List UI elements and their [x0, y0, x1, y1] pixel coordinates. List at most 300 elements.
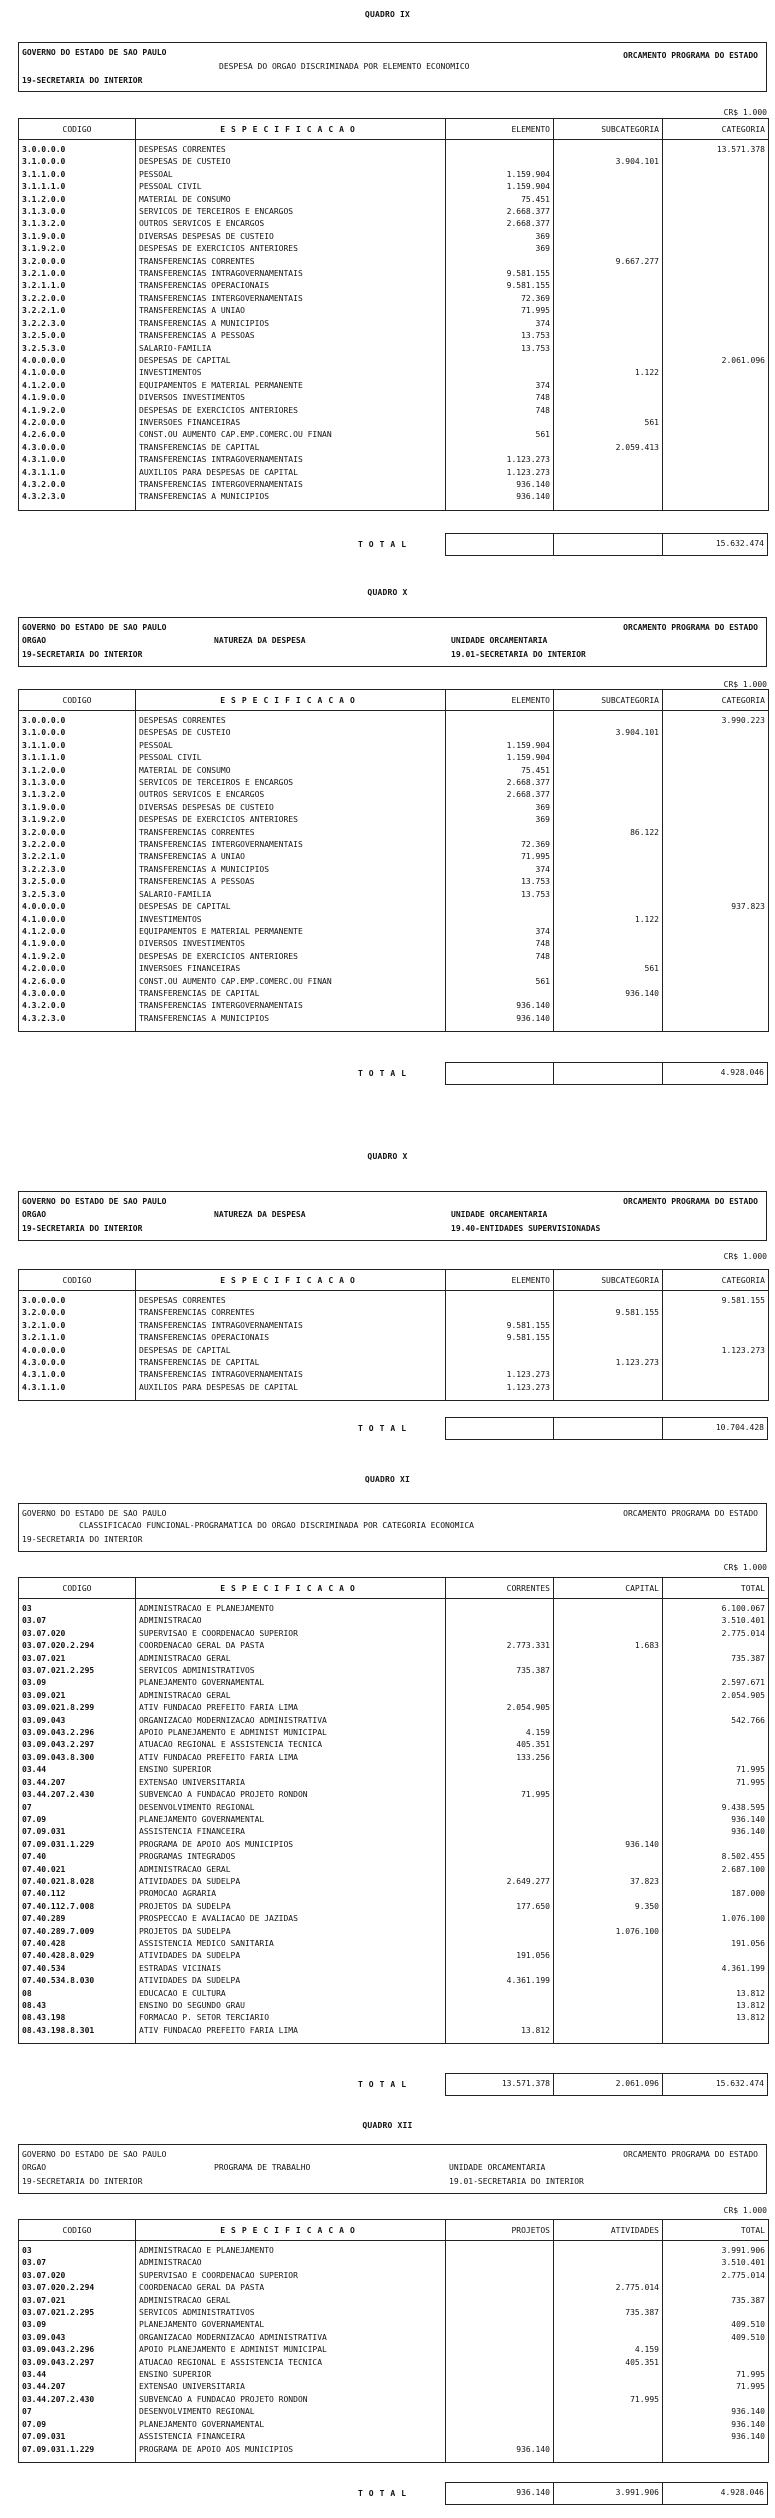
- col-header-elemento: ELEMENTO: [446, 1270, 554, 1291]
- table-row: [19, 2319, 769, 2331]
- total-box: [445, 533, 768, 556]
- cell-especificacao: DESPESAS DE EXERCICIOS ANTERIORES: [136, 243, 446, 255]
- cell-value-2: [554, 2270, 663, 2282]
- cell-value-3: 409.510: [663, 2319, 769, 2331]
- quadro-title: QUADRO XI: [364, 1475, 411, 1484]
- cell-especificacao: DESPESAS DE CAPITAL: [136, 1345, 446, 1357]
- cell-value-3: [663, 2282, 769, 2294]
- cell-value-2: [554, 1913, 663, 1925]
- cell-value-2: [554, 1938, 663, 1950]
- cell-codigo: 03.07: [19, 1615, 136, 1627]
- col-header-codigo: CODIGO: [19, 690, 136, 711]
- cell-value-3: [663, 777, 769, 789]
- cell-value-2: [554, 1013, 663, 1032]
- cell-especificacao: DESENVOLVIMENTO REGIONAL: [136, 2406, 446, 2418]
- cell-value-1: [446, 1599, 554, 1616]
- cell-value-2: [554, 2419, 663, 2431]
- total-box: [445, 2073, 768, 2096]
- cell-codigo: 4.3.2.0.0: [19, 479, 136, 491]
- cell-codigo: 3.2.5.0.0: [19, 330, 136, 342]
- cell-value-1: [446, 1715, 554, 1727]
- cell-value-2: [554, 1975, 663, 1987]
- total-label: TOTAL: [357, 2080, 413, 2089]
- table-row: [19, 1345, 769, 1357]
- table-row: [19, 1789, 769, 1801]
- cell-especificacao: TRANSFERENCIAS A MUNICIPIOS: [136, 318, 446, 330]
- budget-table: [18, 2219, 769, 2463]
- cell-value-1: [446, 367, 554, 379]
- table-row: [19, 1357, 769, 1369]
- cell-value-2: [554, 1628, 663, 1640]
- cell-value-1: 9.581.155: [446, 1320, 554, 1332]
- cell-codigo: 3.1.1.0.0: [19, 740, 136, 752]
- table-row: [19, 1839, 769, 1851]
- cell-especificacao: ATIV FUNDACAO PREFEITO FARIA LIMA: [136, 2025, 446, 2044]
- cell-value-3: [663, 1702, 769, 1714]
- cell-value-2: [554, 1677, 663, 1689]
- cell-especificacao: ATIV FUNDACAO PREFEITO FARIA LIMA: [136, 1702, 446, 1714]
- cell-value-1: 2.668.377: [446, 218, 554, 230]
- cell-value-1: [446, 963, 554, 975]
- table-row: [19, 367, 769, 379]
- table-row: [19, 1690, 769, 1702]
- cell-codigo: 3.0.0.0.0: [19, 711, 136, 728]
- table-row: [19, 1320, 769, 1332]
- quadro-title: QUADRO IX: [364, 10, 411, 19]
- cell-especificacao: EXTENSAO UNIVERSITARIA: [136, 2381, 446, 2393]
- cell-value-1: 369: [446, 802, 554, 814]
- cell-value-3: 735.387: [663, 1653, 769, 1665]
- cell-especificacao: ASSISTENCIA MEDICO SANITARIA: [136, 1938, 446, 1950]
- cell-value-1: [446, 2257, 554, 2269]
- col-header-total: TOTAL: [663, 1578, 769, 1599]
- cell-especificacao: INVESTIMENTOS: [136, 367, 446, 379]
- report-header-box: [18, 1191, 767, 1241]
- table-row: [19, 181, 769, 193]
- cell-codigo: 3.2.2.3.0: [19, 318, 136, 330]
- table-row: [19, 218, 769, 230]
- cell-value-3: [663, 1789, 769, 1801]
- cell-especificacao: AUXILIOS PARA DESPESAS DE CAPITAL: [136, 1382, 446, 1401]
- table-row: [19, 392, 769, 404]
- cell-especificacao: SERVICOS DE TERCEIROS E ENCARGOS: [136, 206, 446, 218]
- cell-especificacao: TRANSFERENCIAS A UNIAO: [136, 305, 446, 317]
- cell-especificacao: ADMINISTRACAO GERAL: [136, 2295, 446, 2307]
- table-row: [19, 330, 769, 342]
- cell-codigo: 07.40.534.8.030: [19, 1975, 136, 1987]
- cell-value-2: [554, 181, 663, 193]
- cell-value-3: [663, 889, 769, 901]
- cell-value-1: 9.581.155: [446, 280, 554, 292]
- total-value-atividades: 3.991.906: [554, 2483, 663, 2504]
- table-row: [19, 169, 769, 181]
- budget-program: ORCAMENTO PROGRAMA DO ESTADO: [623, 51, 758, 60]
- cell-value-3: 2.687.100: [663, 1864, 769, 1876]
- cell-codigo: 03.09: [19, 1677, 136, 1689]
- cell-value-3: [663, 218, 769, 230]
- cell-value-1: [446, 140, 554, 157]
- cell-codigo: 07.40.289.7.009: [19, 1926, 136, 1938]
- cell-value-1: [446, 1653, 554, 1665]
- cell-codigo: 07.09.031.1.229: [19, 1839, 136, 1851]
- cell-especificacao: SUBVENCAO A FUNDACAO PROJETO RONDON: [136, 2394, 446, 2406]
- cell-value-3: 2.775.014: [663, 2270, 769, 2282]
- table-row: [19, 442, 769, 454]
- cell-especificacao: ATIVIDADES DA SUDELPA: [136, 1876, 446, 1888]
- col-header-especificacao: ESPECIFICACAO: [136, 690, 446, 711]
- cell-especificacao: EDUCACAO E CULTURA: [136, 1988, 446, 2000]
- cell-value-3: [663, 1332, 769, 1344]
- total-value-1: [446, 1418, 554, 1439]
- cell-especificacao: ADMINISTRACAO GERAL: [136, 1653, 446, 1665]
- report-subtitle: PROGRAMA DE TRABALHO: [214, 2163, 311, 2172]
- table-row: [19, 2369, 769, 2381]
- table-row: [19, 405, 769, 417]
- cell-value-3: [663, 442, 769, 454]
- cell-value-1: [446, 2319, 554, 2331]
- cell-codigo: 03.09.021.8.299: [19, 1702, 136, 1714]
- cell-codigo: 03: [19, 1599, 136, 1616]
- cell-value-3: [663, 963, 769, 975]
- table-row: [19, 380, 769, 392]
- cell-codigo: 4.1.0.0.0: [19, 367, 136, 379]
- cell-value-3: [663, 926, 769, 938]
- cell-codigo: 03.09.043.2.296: [19, 1727, 136, 1739]
- cell-value-1: [446, 2295, 554, 2307]
- cell-especificacao: ASSISTENCIA FINANCEIRA: [136, 2431, 446, 2443]
- cell-especificacao: TRANSFERENCIAS A MUNICIPIOS: [136, 864, 446, 876]
- table-row: [19, 727, 769, 739]
- cell-value-1: [446, 2307, 554, 2319]
- cell-value-2: [554, 1777, 663, 1789]
- table-row: [19, 1851, 769, 1863]
- cell-especificacao: TRANSFERENCIAS INTERGOVERNAMENTAIS: [136, 479, 446, 491]
- cell-especificacao: PROGRAMAS INTEGRADOS: [136, 1851, 446, 1863]
- cell-codigo: 03.44.207.2.430: [19, 2394, 136, 2406]
- cell-value-2: [554, 926, 663, 938]
- cell-value-1: 4.361.199: [446, 1975, 554, 1987]
- table-row: [19, 2257, 769, 2269]
- cell-codigo: 07.40.534: [19, 1963, 136, 1975]
- cell-codigo: 3.1.9.2.0: [19, 814, 136, 826]
- cell-especificacao: SUPERVISAO E COORDENACAO SUPERIOR: [136, 2270, 446, 2282]
- table-row: [19, 1926, 769, 1938]
- cell-value-2: [554, 1727, 663, 1739]
- total-value-3: 10.704.428: [715, 1423, 764, 1432]
- col-header-categoria: CATEGORIA: [663, 1270, 769, 1291]
- table-row: [19, 1777, 769, 1789]
- cell-codigo: 03: [19, 2241, 136, 2258]
- cell-especificacao: EXTENSAO UNIVERSITARIA: [136, 1777, 446, 1789]
- table-row: [19, 752, 769, 764]
- budget-unit-label: UNIDADE ORCAMENTARIA: [451, 1210, 548, 1219]
- cell-especificacao: SUPERVISAO E COORDENACAO SUPERIOR: [136, 1628, 446, 1640]
- cell-value-1: 1.123.273: [446, 1382, 554, 1401]
- cell-especificacao: EQUIPAMENTOS E MATERIAL PERMANENTE: [136, 926, 446, 938]
- quadro-title: QUADRO X: [367, 1152, 408, 1161]
- cell-value-2: [554, 1653, 663, 1665]
- cell-value-3: 2.061.096: [663, 355, 769, 367]
- cell-value-3: [663, 839, 769, 851]
- table-row: [19, 1814, 769, 1826]
- cell-value-3: [663, 765, 769, 777]
- cell-value-1: [446, 1851, 554, 1863]
- cell-value-1: [446, 1839, 554, 1851]
- cell-value-3: 6.100.067: [663, 1599, 769, 1616]
- cell-codigo: 4.0.0.0.0: [19, 355, 136, 367]
- cell-especificacao: ATUACAO REGIONAL E ASSISTENCIA TECNICA: [136, 1739, 446, 1751]
- cell-codigo: 07.40.021: [19, 1864, 136, 1876]
- cell-value-2: [554, 711, 663, 728]
- total-value-2: [554, 1418, 663, 1439]
- budget-unit-label: UNIDADE ORCAMENTARIA: [451, 636, 548, 645]
- cell-value-2: [554, 2444, 663, 2463]
- cell-value-1: 561: [446, 429, 554, 441]
- currency-unit: CR$ 1.000: [723, 1252, 767, 1261]
- cell-especificacao: PLANEJAMENTO GOVERNAMENTAL: [136, 2419, 446, 2431]
- cell-especificacao: PROMOCAO AGRARIA: [136, 1888, 446, 1900]
- cell-value-1: 177.650: [446, 1901, 554, 1913]
- col-header-codigo: CODIGO: [19, 2220, 136, 2241]
- cell-value-2: [554, 2025, 663, 2044]
- organ-name: 19-SECRETARIA DO INTERIOR: [22, 76, 143, 85]
- budget-table: [18, 1269, 769, 1401]
- cell-value-3: [663, 814, 769, 826]
- cell-value-2: 2.059.413: [554, 442, 663, 454]
- table-row: [19, 1628, 769, 1640]
- cell-especificacao: TRANSFERENCIAS CORRENTES: [136, 1307, 446, 1319]
- cell-especificacao: APOIO PLANEJAMENTO E ADMINIST MUNICIPAL: [136, 2344, 446, 2356]
- cell-value-2: [554, 268, 663, 280]
- cell-codigo: 3.2.0.0.0: [19, 256, 136, 268]
- cell-especificacao: ADMINISTRACAO: [136, 2257, 446, 2269]
- cell-codigo: 3.0.0.0.0: [19, 1291, 136, 1308]
- table-row: [19, 417, 769, 429]
- col-header-subcategoria: SUBCATEGORIA: [554, 119, 663, 140]
- cell-codigo: 4.3.0.0.0: [19, 988, 136, 1000]
- cell-value-2: 1.123.273: [554, 1357, 663, 1369]
- total-row: [0, 1062, 775, 1085]
- table-row: [19, 976, 769, 988]
- table-row: [19, 2295, 769, 2307]
- cell-value-1: [446, 2012, 554, 2024]
- cell-value-1: [446, 1291, 554, 1308]
- cell-especificacao: ATIVIDADES DA SUDELPA: [136, 1975, 446, 1987]
- cell-codigo: 3.1.3.2.0: [19, 218, 136, 230]
- cell-especificacao: PLANEJAMENTO GOVERNAMENTAL: [136, 1814, 446, 1826]
- cell-codigo: 08.43: [19, 2000, 136, 2012]
- total-label: TOTAL: [357, 540, 413, 549]
- cell-value-2: [554, 777, 663, 789]
- table-row: [19, 876, 769, 888]
- col-header-categoria: CATEGORIA: [663, 119, 769, 140]
- cell-value-1: 2.054.905: [446, 1702, 554, 1714]
- budget-table: [18, 1577, 769, 2044]
- cell-value-3: [663, 1307, 769, 1319]
- cell-especificacao: CONST.OU AUMENTO CAP.EMP.COMERC.OU FINAN: [136, 976, 446, 988]
- cell-value-3: [663, 1013, 769, 1032]
- cell-value-1: [446, 1690, 554, 1702]
- table-row: [19, 2000, 769, 2012]
- cell-value-3: [663, 2307, 769, 2319]
- cell-codigo: 08.43.198: [19, 2012, 136, 2024]
- cell-especificacao: DIVERSOS INVESTIMENTOS: [136, 938, 446, 950]
- cell-especificacao: TRANSFERENCIAS DE CAPITAL: [136, 442, 446, 454]
- report-header-box: [18, 1503, 767, 1552]
- cell-value-2: [554, 951, 663, 963]
- cell-codigo: 4.3.2.0.0: [19, 1000, 136, 1012]
- table-row: [19, 343, 769, 355]
- cell-especificacao: ESTRADAS VICINAIS: [136, 1963, 446, 1975]
- cell-value-2: [554, 765, 663, 777]
- currency-unit: CR$ 1.000: [723, 1563, 767, 1572]
- cell-value-1: [446, 711, 554, 728]
- currency-unit: CR$ 1.000: [723, 2206, 767, 2215]
- cell-codigo: 3.1.3.0.0: [19, 777, 136, 789]
- table-header-row: [19, 119, 769, 140]
- cell-codigo: 03.07: [19, 2257, 136, 2269]
- cell-value-2: [554, 429, 663, 441]
- total-box: [445, 1062, 768, 1085]
- cell-especificacao: AUXILIOS PARA DESPESAS DE CAPITAL: [136, 467, 446, 479]
- cell-value-3: [663, 380, 769, 392]
- cell-codigo: 3.2.1.0.0: [19, 268, 136, 280]
- cell-value-2: [554, 1851, 663, 1863]
- cell-value-2: 9.581.155: [554, 1307, 663, 1319]
- cell-value-1: 374: [446, 926, 554, 938]
- cell-value-2: [554, 392, 663, 404]
- cell-codigo: 03.07.021.2.295: [19, 2307, 136, 2319]
- cell-value-1: 71.995: [446, 305, 554, 317]
- cell-value-1: 374: [446, 380, 554, 392]
- cell-value-2: 1.683: [554, 1640, 663, 1652]
- cell-codigo: 07.09: [19, 1814, 136, 1826]
- table-row: [19, 156, 769, 168]
- cell-value-1: [446, 1628, 554, 1640]
- cell-especificacao: ATUACAO REGIONAL E ASSISTENCIA TECNICA: [136, 2357, 446, 2369]
- cell-value-2: [554, 789, 663, 801]
- cell-value-3: [663, 417, 769, 429]
- cell-value-2: [554, 2257, 663, 2269]
- cell-especificacao: DESPESAS CORRENTES: [136, 140, 446, 157]
- cell-value-3: 13.812: [663, 2000, 769, 2012]
- cell-value-3: [663, 1640, 769, 1652]
- cell-value-2: [554, 1000, 663, 1012]
- table-row: [19, 140, 769, 157]
- cell-codigo: 4.1.2.0.0: [19, 380, 136, 392]
- cell-especificacao: TRANSFERENCIAS A PESSOAS: [136, 330, 446, 342]
- cell-especificacao: MATERIAL DE CONSUMO: [136, 194, 446, 206]
- cell-value-3: [663, 1382, 769, 1401]
- table-row: [19, 1802, 769, 1814]
- cell-value-1: 405.351: [446, 1739, 554, 1751]
- cell-codigo: 03.07.020: [19, 1628, 136, 1640]
- cell-codigo: 03.09: [19, 2319, 136, 2331]
- cell-value-2: [554, 343, 663, 355]
- cell-codigo: 07.40: [19, 1851, 136, 1863]
- cell-value-1: [446, 442, 554, 454]
- table-row: [19, 1653, 769, 1665]
- cell-value-1: [446, 2394, 554, 2406]
- cell-especificacao: TRANSFERENCIAS OPERACIONAIS: [136, 280, 446, 292]
- table-header-row: [19, 2220, 769, 2241]
- govt-name: GOVERNO DO ESTADO DE SAO PAULO: [22, 48, 167, 57]
- total-value-total: 4.928.046: [720, 2488, 764, 2497]
- col-header-elemento: ELEMENTO: [446, 690, 554, 711]
- table-row: [19, 256, 769, 268]
- cell-value-3: [663, 429, 769, 441]
- cell-codigo: 07.40.428.8.029: [19, 1950, 136, 1962]
- cell-value-2: 936.140: [554, 1839, 663, 1851]
- cell-value-2: [554, 1702, 663, 1714]
- table-row: [19, 268, 769, 280]
- cell-value-3: [663, 938, 769, 950]
- col-header-especificacao: ESPECIFICACAO: [136, 1270, 446, 1291]
- cell-value-2: [554, 1802, 663, 1814]
- cell-especificacao: SERVICOS ADMINISTRATIVOS: [136, 1665, 446, 1677]
- cell-codigo: 4.3.2.3.0: [19, 1013, 136, 1032]
- budget-program: ORCAMENTO PROGRAMA DO ESTADO: [623, 2150, 758, 2159]
- total-value-projetos: 936.140: [446, 2483, 554, 2504]
- cell-value-2: [554, 851, 663, 863]
- cell-value-1: 71.995: [446, 1789, 554, 1801]
- cell-especificacao: DESPESAS CORRENTES: [136, 1291, 446, 1308]
- organ-name: 19-SECRETARIA DO INTERIOR: [22, 2177, 143, 2186]
- cell-value-2: [554, 1291, 663, 1308]
- cell-codigo: 03.44.207.2.430: [19, 1789, 136, 1801]
- cell-codigo: 4.1.9.0.0: [19, 938, 136, 950]
- cell-especificacao: ADMINISTRACAO GERAL: [136, 1864, 446, 1876]
- cell-value-2: [554, 1789, 663, 1801]
- table-row: [19, 914, 769, 926]
- cell-value-2: 1.076.100: [554, 1926, 663, 1938]
- total-label: TOTAL: [357, 1424, 413, 1433]
- cell-codigo: 3.2.1.1.0: [19, 280, 136, 292]
- cell-value-1: [446, 1963, 554, 1975]
- table-header-row: [19, 1578, 769, 1599]
- table-row: [19, 2431, 769, 2443]
- cell-value-3: 3.991.906: [663, 2241, 769, 2258]
- cell-value-3: [663, 1926, 769, 1938]
- cell-especificacao: PROGRAMA DE APOIO AOS MUNICIPIOS: [136, 2444, 446, 2463]
- cell-codigo: 07.09: [19, 2419, 136, 2431]
- table-row: [19, 1013, 769, 1032]
- cell-codigo: 07.40.021.8.028: [19, 1876, 136, 1888]
- table-row: [19, 1665, 769, 1677]
- cell-value-3: [663, 194, 769, 206]
- cell-value-2: 561: [554, 417, 663, 429]
- cell-especificacao: TRANSFERENCIAS INTRAGOVERNAMENTAIS: [136, 268, 446, 280]
- cell-especificacao: APOIO PLANEJAMENTO E ADMINIST MUNICIPAL: [136, 1727, 446, 1739]
- cell-value-2: [554, 1739, 663, 1751]
- table-row: [19, 1677, 769, 1689]
- table-row: [19, 2406, 769, 2418]
- cell-especificacao: ADMINISTRACAO: [136, 1615, 446, 1627]
- cell-value-2: [554, 2332, 663, 2344]
- table-row: [19, 1727, 769, 1739]
- cell-value-1: 374: [446, 318, 554, 330]
- cell-value-3: [663, 1369, 769, 1381]
- cell-especificacao: DESPESAS DE CUSTEIO: [136, 727, 446, 739]
- table-row: [19, 951, 769, 963]
- cell-value-3: [663, 330, 769, 342]
- table-row: [19, 2012, 769, 2024]
- budget-program: ORCAMENTO PROGRAMA DO ESTADO: [623, 623, 758, 632]
- cell-value-3: 71.995: [663, 1764, 769, 1776]
- report-subtitle: DESPESA DO ORGAO DISCRIMINADA POR ELEMENTO ECONOMICO: [219, 62, 470, 71]
- cell-codigo: 07: [19, 1802, 136, 1814]
- cell-value-3: [663, 405, 769, 417]
